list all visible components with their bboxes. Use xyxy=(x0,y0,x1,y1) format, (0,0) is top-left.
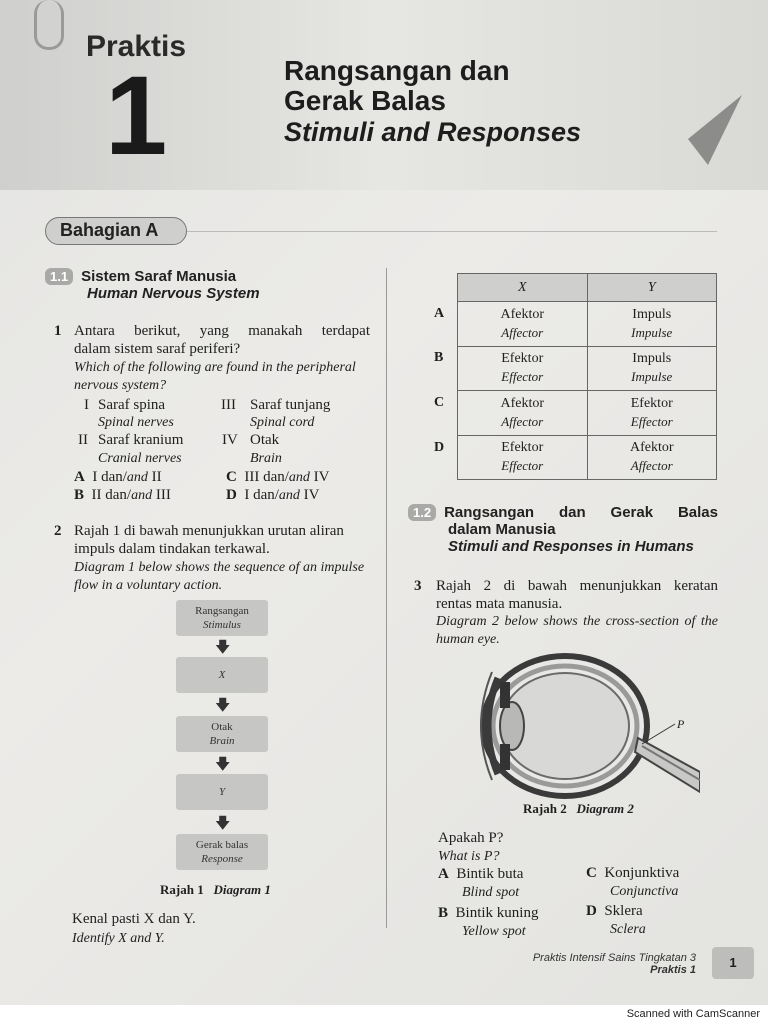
q1-text-ms-2: dalam sistem saraf periferi? xyxy=(74,341,241,357)
flow-box-y: Y xyxy=(176,774,268,810)
q1-item-roman: I xyxy=(84,397,89,413)
q1-item-ms: Saraf tunjang xyxy=(250,397,331,413)
column-divider xyxy=(386,268,387,928)
flow-box-text-en: Stimulus xyxy=(203,619,241,631)
praktis-label: Praktis xyxy=(86,30,187,63)
q3-text-en-2: human eye. xyxy=(436,632,500,647)
question-number: 3 xyxy=(414,578,422,594)
q1-item-en: Spinal cord xyxy=(250,415,315,430)
table-row-letter: D xyxy=(434,440,445,455)
question-number: 2 xyxy=(54,523,62,539)
subsection-title-ms: Sistem Saraf Manusia xyxy=(81,268,237,285)
q1-item-ms: Saraf spina xyxy=(98,397,166,413)
table-cell: Afektor Affector xyxy=(458,302,588,347)
subsection-1-2 xyxy=(408,504,718,555)
chapter-title-en: Stimuli and Responses xyxy=(284,117,582,147)
q3-ask-ms: Apakah P? xyxy=(438,830,504,846)
chapter-title-ms-line2: Gerak Balas xyxy=(284,85,446,116)
flow-box-text-en: Brain xyxy=(209,735,235,747)
q1-item-ms: Saraf kranium xyxy=(98,432,184,448)
subsection-1-1 xyxy=(45,268,260,302)
page-curl-icon xyxy=(688,95,744,167)
book-title: Praktis Intensif Sains Tingkatan 3 xyxy=(532,952,696,964)
flow-box-stimulus xyxy=(176,600,268,636)
table-row[interactable] xyxy=(458,346,717,391)
q1-item-roman: IV xyxy=(222,432,238,448)
scanner-watermark: Scanned with CamScanner xyxy=(626,1008,760,1020)
q1-option[interactable]: A I dan/and II xyxy=(74,469,162,485)
q1-option[interactable]: B II dan/and III xyxy=(74,487,171,503)
down-arrow-icon: 🡇 xyxy=(215,640,231,656)
table-header: X xyxy=(458,274,588,302)
q2-ask-ms: Kenal pasti X dan Y. xyxy=(72,911,196,927)
table-row-letter: B xyxy=(434,350,444,365)
down-arrow-icon: 🡇 xyxy=(215,698,231,714)
subsection-badge: 1.2 xyxy=(408,504,436,521)
q3-ask-en: What is P? xyxy=(438,849,500,864)
q1-text-ms-1: Antara berikut, yang manakah terdapat xyxy=(74,323,370,339)
q3-option[interactable]: B Bintik kuning Yellow spot xyxy=(438,905,539,939)
q1-item-roman: III xyxy=(221,397,236,413)
q1-item-en: Spinal nerves xyxy=(98,415,174,430)
q3-text-ms-2: rentas mata manusia. xyxy=(436,596,563,612)
diagram-1-caption: Rajah 1 Diagram 1 xyxy=(160,882,271,897)
chapter-title-ms-line1: Rangsangan dan xyxy=(284,55,510,86)
table-row[interactable] xyxy=(458,391,717,436)
q3-text-ms-1: Rajah 2 di bawah menunjukkan keratan xyxy=(436,578,718,594)
footer-praktis: Praktis 1 xyxy=(650,964,696,976)
flow-box-text-ms: Otak xyxy=(211,721,233,733)
answer-table xyxy=(457,273,717,480)
q2-text-en-2: flow in a voluntary action. xyxy=(74,578,223,593)
praktis-number: 1 xyxy=(105,53,168,178)
table-cell: Afektor Affector xyxy=(587,435,717,480)
q2-text-ms-2: impuls dalam tindakan terkawal. xyxy=(74,541,270,557)
q1-option[interactable]: D I dan/and IV xyxy=(226,487,320,503)
table-row[interactable] xyxy=(458,302,717,347)
q1-item-en: Brain xyxy=(250,451,282,466)
table-cell: Efektor Effector xyxy=(458,435,588,480)
q1-item-roman: II xyxy=(78,432,88,448)
flow-box-brain xyxy=(176,716,268,752)
paper-clip-icon xyxy=(34,0,64,50)
subsection-title-ms: Rangsangan dan Gerak Balas xyxy=(444,504,718,521)
q3-option[interactable]: D Sklera Sclera xyxy=(586,903,646,937)
q3-text-en-1: Diagram 2 below shows the cross-section of the xyxy=(436,614,718,629)
table-cell: Afektor Affector xyxy=(458,391,588,436)
flow-box-x: X xyxy=(176,657,268,693)
table-header: Y xyxy=(587,274,717,302)
flow-box-response xyxy=(176,834,268,870)
table-cell: Efektor Effector xyxy=(458,346,588,391)
q1-item-en: Cranial nerves xyxy=(98,451,182,466)
q3-option[interactable]: C Konjunktiva Conjunctiva xyxy=(586,865,680,899)
table-row-letter: A xyxy=(434,306,445,321)
page-number: 1 xyxy=(712,947,754,979)
flow-box-text-ms: Rangsangan xyxy=(195,605,249,617)
subsection-title-ms-2: dalam Manusia xyxy=(448,521,556,538)
section-label: Bahagian A xyxy=(45,217,187,245)
q1-text-en-2: nervous system? xyxy=(74,378,167,393)
down-arrow-icon: 🡇 xyxy=(215,816,231,832)
table-row[interactable] xyxy=(458,435,717,480)
eye-cross-section-diagram xyxy=(470,652,700,802)
table-row-letter: C xyxy=(434,395,445,410)
q1-item-ms: Otak xyxy=(250,432,280,448)
table-cell: Impuls Impulse xyxy=(587,346,717,391)
q2-text-ms-1: Rajah 1 di bawah menunjukkan urutan aliran xyxy=(74,523,344,539)
question-number: 1 xyxy=(54,323,62,339)
q2-text-en-1: Diagram 1 below shows the sequence of an impulse xyxy=(74,560,365,575)
q1-option[interactable]: C III dan/and IV xyxy=(226,469,330,485)
flow-box-text-en: Response xyxy=(201,853,243,865)
table-cell: Impuls Impulse xyxy=(587,302,717,347)
q2-ask-en: Identify X and Y. xyxy=(72,931,165,946)
flow-box-text-ms: Gerak balas xyxy=(195,839,249,851)
diagram-2-caption: Rajah 2 Diagram 2 xyxy=(523,801,634,816)
q3-option[interactable]: A Bintik buta Blind spot xyxy=(438,866,524,900)
section-divider xyxy=(187,231,717,232)
down-arrow-icon: 🡇 xyxy=(215,757,231,773)
label-p: P xyxy=(677,717,685,731)
subsection-badge: 1.1 xyxy=(45,268,73,285)
chapter-title-ms xyxy=(284,56,644,116)
subsection-title-en: Human Nervous System xyxy=(87,285,260,302)
q1-text-en-1: Which of the following are found in the peripheral xyxy=(74,360,356,375)
table-header-row xyxy=(458,274,717,302)
subsection-title-en: Stimuli and Responses in Humans xyxy=(448,538,694,555)
table-cell: Efektor Effector xyxy=(587,391,717,436)
